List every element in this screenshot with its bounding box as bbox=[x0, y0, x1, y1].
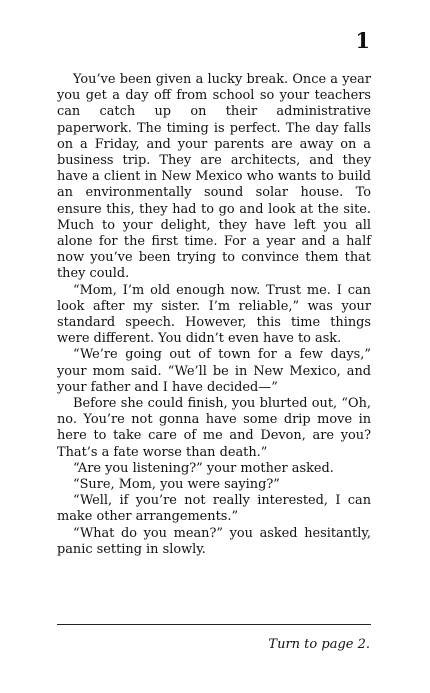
paragraph: “What do you mean?” you asked hesitantly, panic setting in slowly. bbox=[57, 525, 371, 557]
paragraph: “Are you listening?” your mother asked. bbox=[73, 460, 334, 476]
paragraph: You’ve been given a lucky break. Once a year you get a day off from school so your teachers can catch up on their administrative paperwork. The timing is perfect. The day falls on a Friday, and your parents are away on a business trip. They are architects, and they have a client in New Mexico who wants to build an environmentally sound solar house. To ensure this, they had to go and look at the site. Much to your delight, they have left you all alone for the first time. For a year and a half now you’ve been trying to convince them that they could. bbox=[57, 72, 371, 282]
footer-divider bbox=[57, 624, 371, 625]
paragraph: Before she could finish, you blurted out, “Oh, no. You’re not gonna have some drip move in here to take care of me and Devon, are you? That’s a fate worse than death.” bbox=[57, 396, 371, 460]
story-text bbox=[57, 72, 371, 558]
paragraph: “We’re going out of town for a few days,” your mom said. “We’ll be in New Mexico, and your father and I have decided—” bbox=[57, 347, 371, 395]
turn-to-page-link[interactable]: Turn to page 2. bbox=[268, 637, 370, 652]
page-number: 1 bbox=[355, 28, 370, 53]
paragraph: “Sure, Mom, you were saying?” bbox=[73, 477, 280, 493]
paragraph: “Mom, I’m old enough now. Trust me. I can look after my sister. I’m reliable,” was your standard speech. However, this time things were different. You didn’t even have to ask. bbox=[57, 282, 371, 347]
paragraph: “Well, if you’re not really interested, I can make other arrangements.” bbox=[57, 493, 371, 525]
